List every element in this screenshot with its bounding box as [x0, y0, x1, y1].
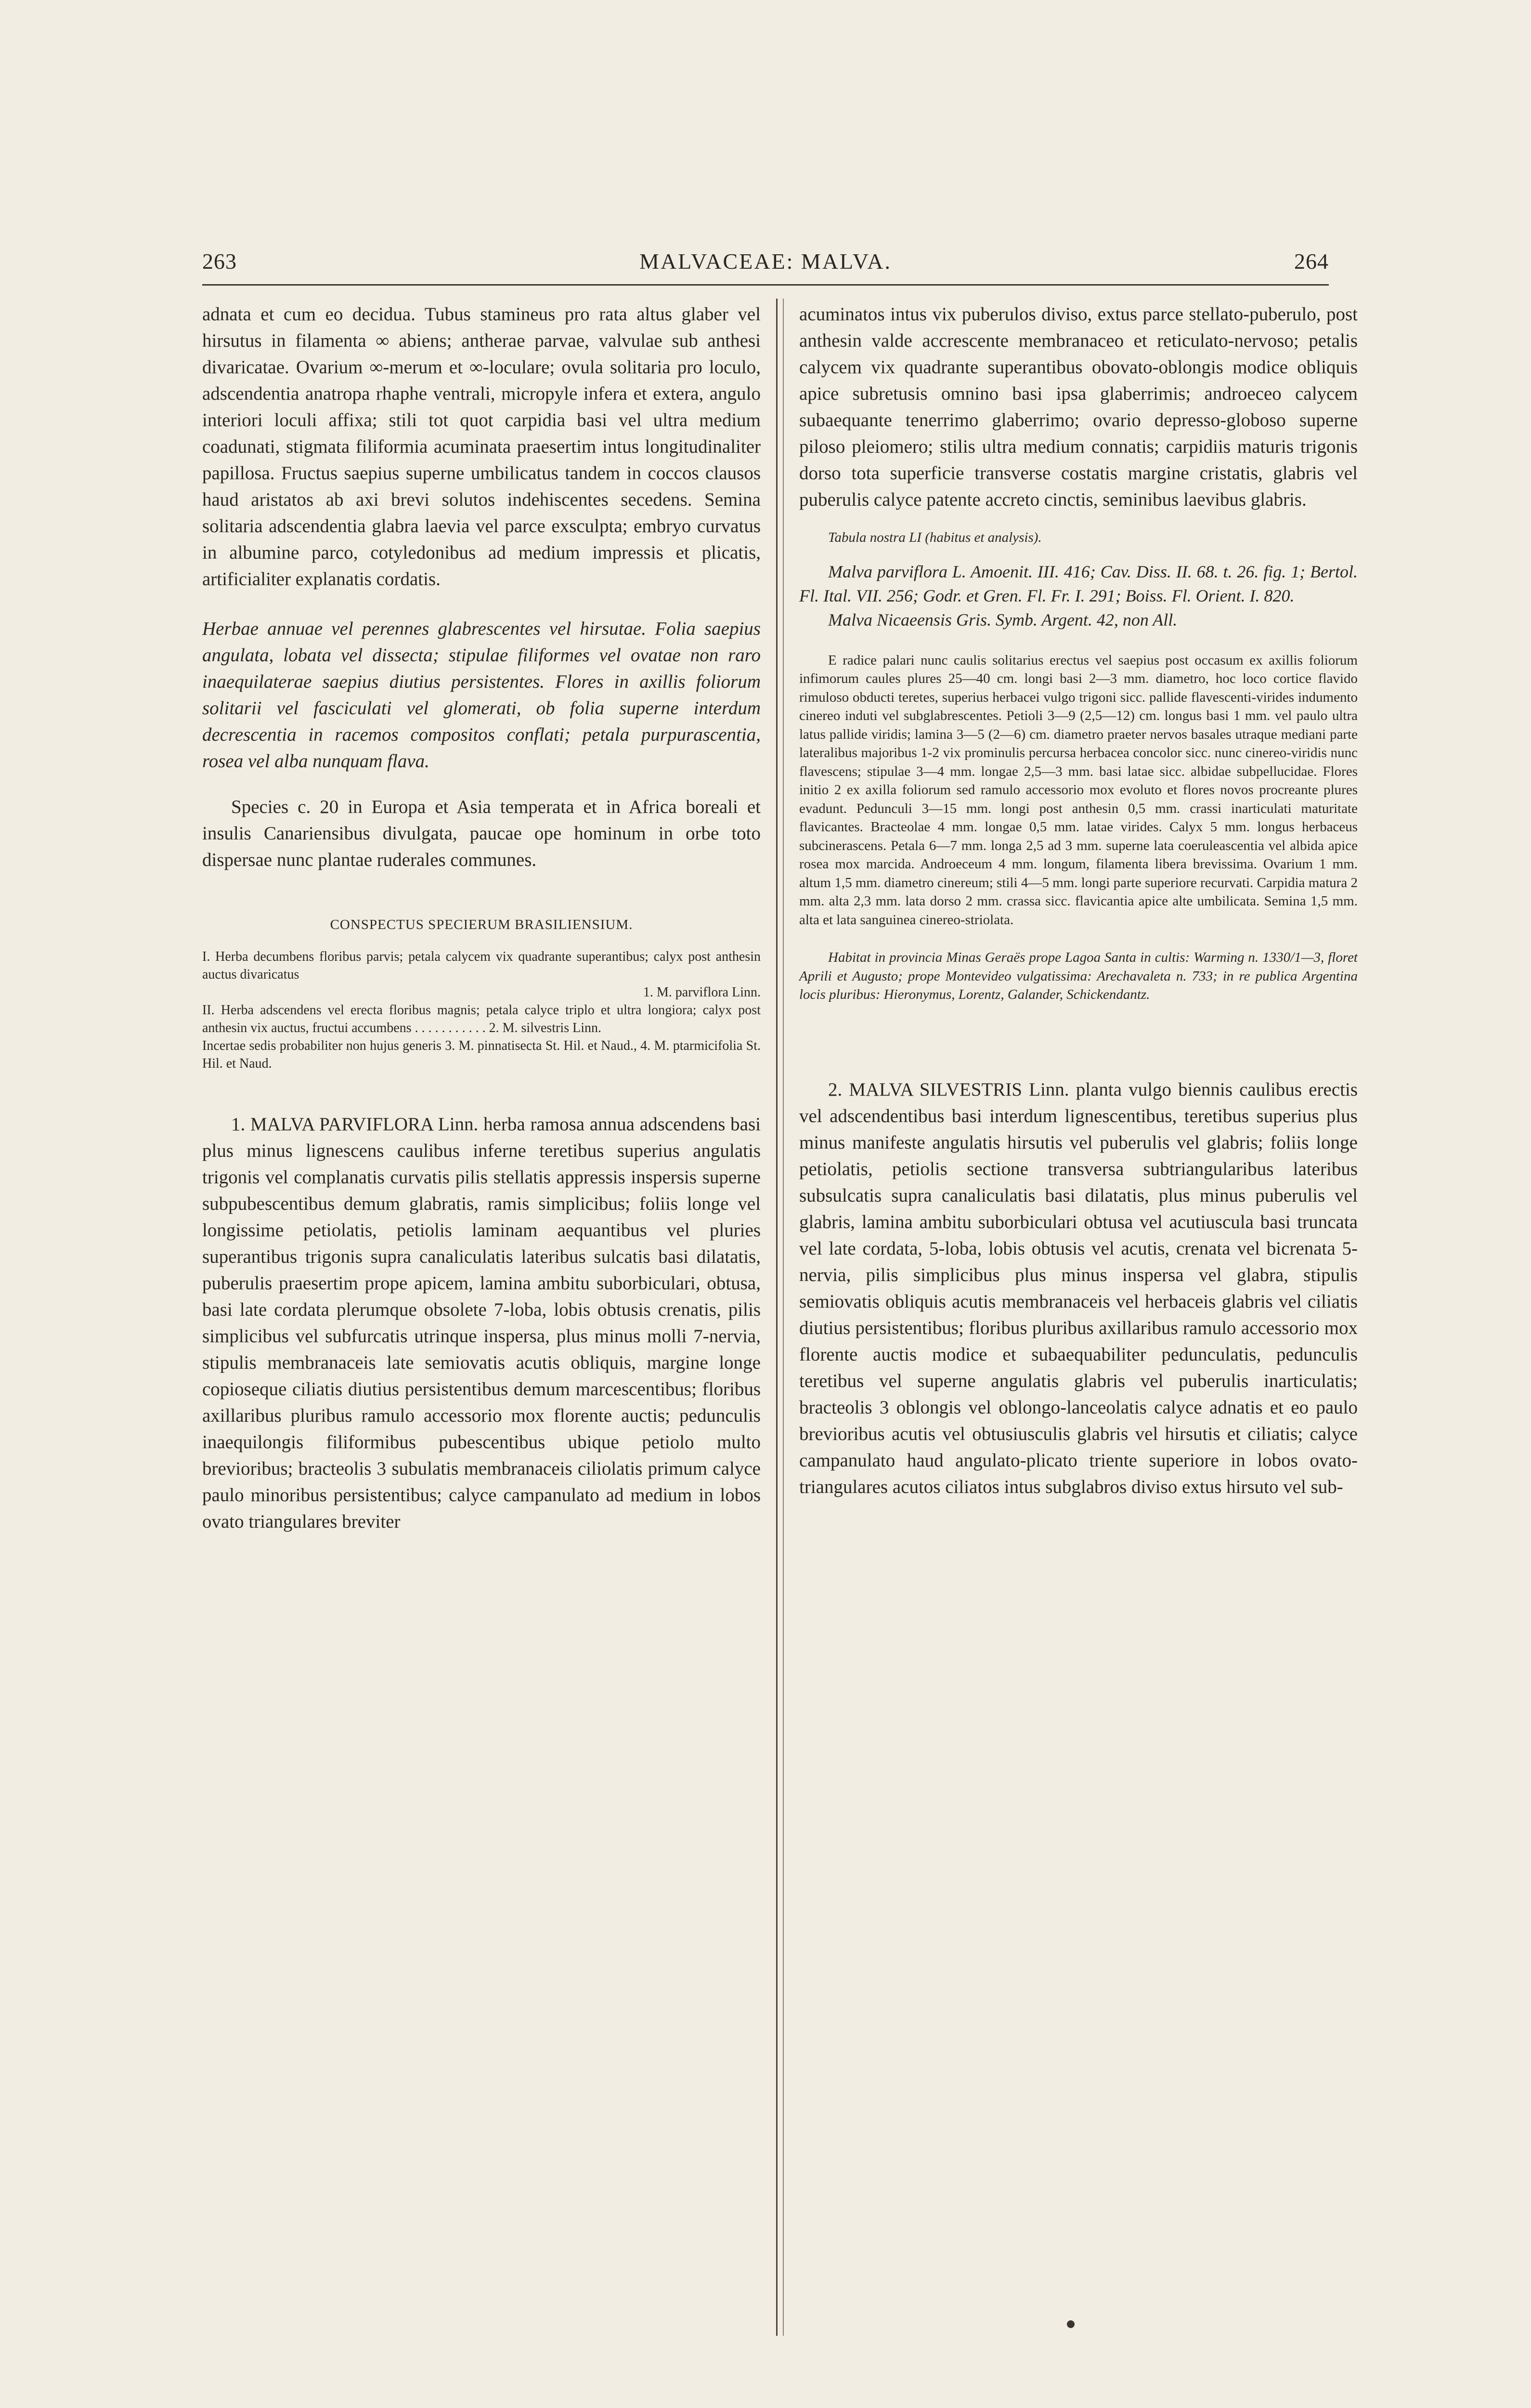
conspectus-item-1-species: 1. M. parviflora Linn. [643, 984, 761, 1000]
column-divider [776, 299, 778, 2336]
species-2-description: 2. MALVA SILVESTRIS Linn. planta vulgo biennis caulibus erectis vel adscendentibus basi interdum lignescentibus, teretibus superius plus minus manifeste angulatis hirsutis vel puberulis vel glabris; foliis longe petiolatis, petiolis sectione transversa subtriangularibus lateribus subsulcatis supra canaliculatis basi dilatatis, plus minus puberulis vel glabris, lamina ambitu suborbiculari obtusa vel acutiuscula basi truncata vel late cordata, 5-loba, lobis obtusis vel acutis, crenata vel bicrenata 5-nervia, pilis simplicibus plus minus inspersa vel glabra, stipulis semiovatis obliquis acutis membranaceis vel herbaceis glabris vel ciliatis diutius persistentibus; floribus pluribus axillaribus ramulo accessorio mox florente auctis modice et subaequabiliter pedunculatis, pedunculis teretibus vel superne angulatis glabris vel puberulis inarticulatis; bracteolis 3 oblongis vel oblongo-lanceolatis calyce adnatis et eo paulo brevioribus acutis vel obtusiusculis glabris vel hirsutis et ciliatis; calyce campanulato haud angulato-plicato triente superiore in lobos ovato-triangulares acutos ciliatos intus subglabros diviso extus hirsuto vel sub- [799, 1079, 1358, 1497]
page-number-left: 263 [202, 249, 237, 274]
plate-reference: Tabula nostra LI (habitus et analysis). [828, 530, 1042, 545]
header-rule [202, 284, 1329, 286]
column-divider-inner [783, 299, 784, 2336]
species-1-description: 1. MALVA PARVIFLORA Linn. herba ramosa annua adscendens basi plus minus lignescens caulibus inferne teretibus superius angulatis trigonis vel complanatis curvatis pilis stellatis appressis inspersis superne subpubescentibus demum glabratis, ramis simplicibus; foliis longe vel longissime petiolatis, petiolis laminam aequantibus vel pluries superantibus trigonis supra canaliculatis lateribus sulcatis basi dilatatis, puberulis praesertim prope apicem, lamina ambitu suborbiculari, obtusa, basi late cordata plerumque obsolete 7-loba, lobis obtusis crenatis, pilis simplicibus vel subfurcatis utrinque inspersa, plus minus molli 7-nervia, stipulis membranaceis late semiovatis acutis obliquis, margine longe copioseque ciliatis diutius persistentibus demum marcescentibus; floribus axillaribus pluribus ramulo accessorio mox florente auctis; pedunculis inaequilongis filiformibus pubescentibus ubique petiolo multo brevioribus; bracteolis 3 subulatis membranaceis ciliolatis primum calyce paulo minoribus persistentibus; calyce campanulato ad medium in lobos ovato triangulares breviter [202, 1113, 761, 1532]
running-title: MALVACEAE: MALVA. [639, 249, 892, 274]
conspectus-item-2: II. Herba adscendens vel erecta floribus magnis; petala calyce triplo et ultra longiora; calyx post anthesin vix auctus, fructui accumbens . . . . . . . . . . . 2. M. silvestris Linn. [202, 1002, 761, 1035]
conspectus-item-1: I. Herba decumbens floribus parvis; petala calycem vix quadrante superantibus; calyx post anthesin auctus divaricatus [202, 949, 761, 982]
literature-references: Malva parviflora L. Amoenit. III. 416; Cav. Diss. II. 68. t. 26. fig. 1; Bertol. Fl. Ital. VII. 256; Godr. et Gren. Fl. Fr. I. 291; Boiss. Fl. Orient. I. 820. [799, 562, 1358, 605]
distribution-paragraph: Species c. 20 in Europa et Asia temperata et in Africa boreali et insulis Canariensibus divulgata, paucae ope hominum in orbe toto dispersae nunc plantae ruderales communes. [202, 797, 761, 870]
left-column [202, 301, 761, 1535]
synonym-reference: Malva Nicaeensis Gris. Symb. Argent. 42, non All. [828, 610, 1178, 629]
right-column [799, 301, 1358, 1500]
genus-description: adnata et cum eo decidua. Tubus staminеus pro rata altus glaber vel hirsutus in filamenta ∞ abiens; antherae parvae, valvulae sub anthesi divaricatae. Ovarium ∞-merum et ∞-loculare; ovula solitaria pro loculo, adscendentia anatropa rhaphe ventrali, micropyle infera et extera, angulo interiori loculi affixa; stili tot quot carpidia basi vel ultra medium coadunati, stigmata filiformia acuminata praesertim intus longitudinaliter papillosa. Fructus saepius superne umbilicatus tandem in coccos clausos haud aristatos ab axi brevi solutos indehiscentes secedens. Semina solitaria adscendentia glabra laevia vel parce exsculpta; embryo curvatus in albumine parco, cotyledonibus ad medium impressis et plicatis, artificialiter explanatis cordatis. [202, 304, 761, 589]
page-number-right: 264 [1294, 249, 1329, 274]
habitat-paragraph: Habitat in provincia Minas Geraës prope Lagoa Santa in cultis: Warming n. 1330/1—3, floret Aprili et Augusto; prope Montevideo vulgatissima: Arechavaleta n. 733; in re publica Argentina locis pluribus: Hieronymus, Lorentz, Galander, Schickendantz. [799, 950, 1358, 1002]
species-1-description-continued: acuminatos intus vix puberulos diviso, extus parce stellato-puberulo, post anthesin valde accrescente membranaceo et reticulato-nervoso; petalis calycem vix quadrante superantibus obovato-oblongis modice obliquis apice subretusis omnino basi ipsa glaberrimis; androeceo calycem subaequante tenerrimo glaberrimo; ovario depresso-globoso superne piloso pleiomero; stilis ultra medium connatis; carpidiis maturis trigonis dorso tota superficie transverse costatis margine cristatis, glabris vel puberulis calyce patente accreto cinctis, seminibus laevibus glabris. [799, 304, 1358, 510]
conspectus-title: CONSPECTUS SPECIERUM BRASILIENSIUM. [330, 917, 633, 932]
species-1-detailed-description: E radice palari nunc caulis solitarius erectus vel saepius post occasum ex axillis foliorum infimorum caules plures 25—40 cm. longi basi 2—3 mm. diametro, hoc loco cortice flavido rimuloso obducti teretes, superius herbacei vulgo trigoni sicc. pallide flavescenti-virides indumento cinereo induti vel subglabrescentes. Petioli 3—9 (2,5—12) cm. longus basi 1 mm. vel paulo ultra latus pallide viridis; lamina 3—5 (2—6) cm. diametro praeter nervos basales utraque mediani parte lateralibus majoribus 1-2 vix prominulis percursa herbacea concolor sicc. nunc cinereo-viridis nunc flavescens; stipulae 3—4 mm. longae 2,5—3 mm. basi latae sicc. albidae subpellucidae. Flores initio 2 ex axilla foliorum sed ramulo accessorio mox evoluto et flores novos procreante plures evadunt. Pedunculi 3—15 mm. longi post anthesin 0,5 mm. crassi inarticulati maturitate flavicantes. Bracteolae 4 mm. longae 0,5 mm. latae virides. Calyx 5 mm. longus herbaceus subcinerascens. Petala 6—7 mm. longa 2,5 ad 3 mm. superne lata coeruleascentia vel albida apice rosea mox marcida. Androeceum 4 mm. longum, filamenta libera brevissima. Ovarium 1 mm. altum 1,5 mm. diametro cinereum; stili 4—5 mm. longi parte superiore recurvati. Carpidia matura 2 mm. alta 2,3 mm. lata dorso 2 mm. crassa sicc. flavicantia apice alte umbilicata. Semina 1,5 mm. alta et lata sanguinea cinereo-striolata. [799, 652, 1358, 928]
genus-diagnosis: Herbae annuae vel perennes glabrescentes vel hirsutae. Folia saepius angulata, lobata vel dissecta; stipulae filiformes vel ovatae non raro inaequilaterae saepius diutius persistentes. Flores in axillis foliorum solitarii vel fasciculati vel glomerati, ob folia superne interdum decrescentia in racemos compositos conflati; petala purpurascentia, rosea vel alba nunquam flava. [202, 618, 761, 772]
conspectus-incertae: Incertae sedis probabiliter non hujus generis 3. M. pinnatisecta St. Hil. et Naud., 4. M. ptarmicifolia St. Hil. et Naud. [202, 1038, 761, 1071]
ink-dot [1067, 2320, 1075, 2328]
